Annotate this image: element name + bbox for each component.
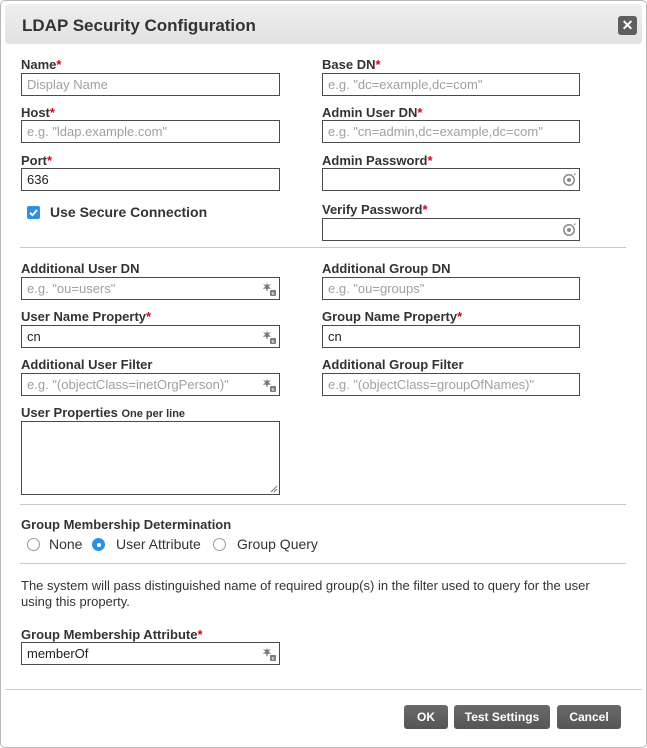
admin-password-field[interactable] bbox=[322, 168, 580, 191]
additional-user-filter-field[interactable] bbox=[21, 373, 280, 396]
user-properties-field[interactable] bbox=[21, 421, 280, 495]
ok-button[interactable]: OK bbox=[404, 705, 448, 729]
admin-password-label: Admin Password* bbox=[322, 153, 433, 168]
admin-password-input[interactable] bbox=[323, 169, 579, 190]
use-secure-connection-checkbox[interactable] bbox=[27, 206, 40, 219]
section-divider bbox=[20, 504, 626, 505]
user-name-property-field[interactable] bbox=[21, 325, 280, 348]
host-field[interactable] bbox=[21, 120, 280, 143]
additional-group-dn-field[interactable] bbox=[322, 277, 580, 300]
close-button[interactable]: ✕ bbox=[618, 16, 637, 35]
verify-password-label: Verify Password* bbox=[322, 202, 428, 217]
additional-group-filter-field[interactable] bbox=[322, 373, 580, 396]
radio-user-attribute-label[interactable]: User Attribute bbox=[116, 536, 201, 552]
base-dn-input[interactable] bbox=[323, 74, 579, 95]
test-settings-button[interactable]: Test Settings bbox=[454, 705, 550, 729]
dialog-titlebar bbox=[5, 4, 642, 44]
additional-group-dn-label: Additional Group DN bbox=[322, 261, 451, 276]
verify-password-field[interactable] bbox=[322, 218, 580, 241]
checkmark-icon bbox=[27, 206, 40, 219]
additional-user-filter-label: Additional User Filter bbox=[21, 357, 153, 372]
additional-user-dn-field[interactable] bbox=[21, 277, 280, 300]
svg-text:e: e bbox=[271, 339, 275, 344]
group-membership-attribute-field[interactable] bbox=[21, 642, 280, 665]
section-divider bbox=[20, 247, 626, 248]
verify-password-input[interactable] bbox=[323, 219, 579, 240]
svg-text:e: e bbox=[271, 387, 275, 392]
section-divider bbox=[20, 563, 626, 564]
variable-insert-icon[interactable] bbox=[262, 330, 276, 344]
variable-insert-icon[interactable] bbox=[262, 647, 276, 661]
radio-none[interactable] bbox=[27, 538, 40, 551]
user-properties-hint: One per line bbox=[121, 408, 186, 420]
radio-group-query[interactable] bbox=[213, 538, 226, 551]
reveal-password-icon[interactable] bbox=[562, 173, 576, 187]
host-label: Host* bbox=[21, 105, 55, 120]
port-field[interactable] bbox=[21, 168, 280, 191]
additional-user-dn-input[interactable] bbox=[22, 278, 279, 299]
group-name-property-label: Group Name Property* bbox=[322, 309, 463, 324]
additional-user-dn-label: Additional User DN bbox=[21, 261, 140, 276]
name-input[interactable] bbox=[22, 74, 279, 95]
cancel-button[interactable]: Cancel bbox=[557, 705, 621, 729]
additional-group-filter-label: Additional Group Filter bbox=[322, 357, 464, 372]
port-input[interactable] bbox=[22, 169, 279, 190]
user-properties-label: User Properties One per line bbox=[21, 405, 186, 420]
user-name-property-input[interactable] bbox=[22, 326, 279, 347]
admin-user-dn-input[interactable] bbox=[323, 121, 579, 142]
base-dn-field[interactable] bbox=[322, 73, 580, 96]
admin-user-dn-field[interactable] bbox=[322, 120, 580, 143]
variable-insert-icon[interactable] bbox=[262, 378, 276, 392]
group-membership-attribute-label: Group Membership Attribute* bbox=[21, 627, 203, 642]
dialog-title: LDAP Security Configuration bbox=[22, 16, 256, 35]
base-dn-label: Base DN* bbox=[322, 57, 381, 72]
name-label: Name* bbox=[21, 57, 62, 72]
svg-text:e: e bbox=[271, 291, 275, 296]
admin-user-dn-label: Admin User DN* bbox=[322, 105, 423, 120]
name-field[interactable] bbox=[21, 73, 280, 96]
resize-grip-icon[interactable] bbox=[270, 485, 278, 493]
reveal-password-icon[interactable] bbox=[562, 223, 576, 237]
radio-group-query-label[interactable]: Group Query bbox=[237, 536, 318, 552]
port-label: Port* bbox=[21, 153, 53, 168]
svg-text:e: e bbox=[271, 656, 275, 661]
radio-none-label[interactable]: None bbox=[49, 536, 83, 552]
group-name-property-input[interactable] bbox=[323, 326, 579, 347]
variable-insert-icon[interactable] bbox=[262, 282, 276, 296]
group-name-property-field[interactable] bbox=[322, 325, 580, 348]
use-secure-connection-label[interactable]: Use Secure Connection bbox=[50, 204, 208, 220]
additional-group-dn-input[interactable] bbox=[323, 278, 579, 299]
user-name-property-label: User Name Property* bbox=[21, 309, 152, 324]
additional-user-filter-input[interactable] bbox=[22, 374, 279, 395]
additional-group-filter-input[interactable] bbox=[323, 374, 579, 395]
group-membership-label: Group Membership Determination bbox=[21, 517, 232, 532]
group-membership-attribute-input[interactable] bbox=[22, 643, 279, 664]
membership-note: The system will pass distinguished name of required group(s) in the filter used to query for the user using this property. bbox=[21, 578, 590, 609]
radio-user-attribute[interactable] bbox=[92, 538, 105, 551]
host-input[interactable] bbox=[22, 121, 279, 142]
user-properties-textarea[interactable] bbox=[22, 422, 279, 494]
